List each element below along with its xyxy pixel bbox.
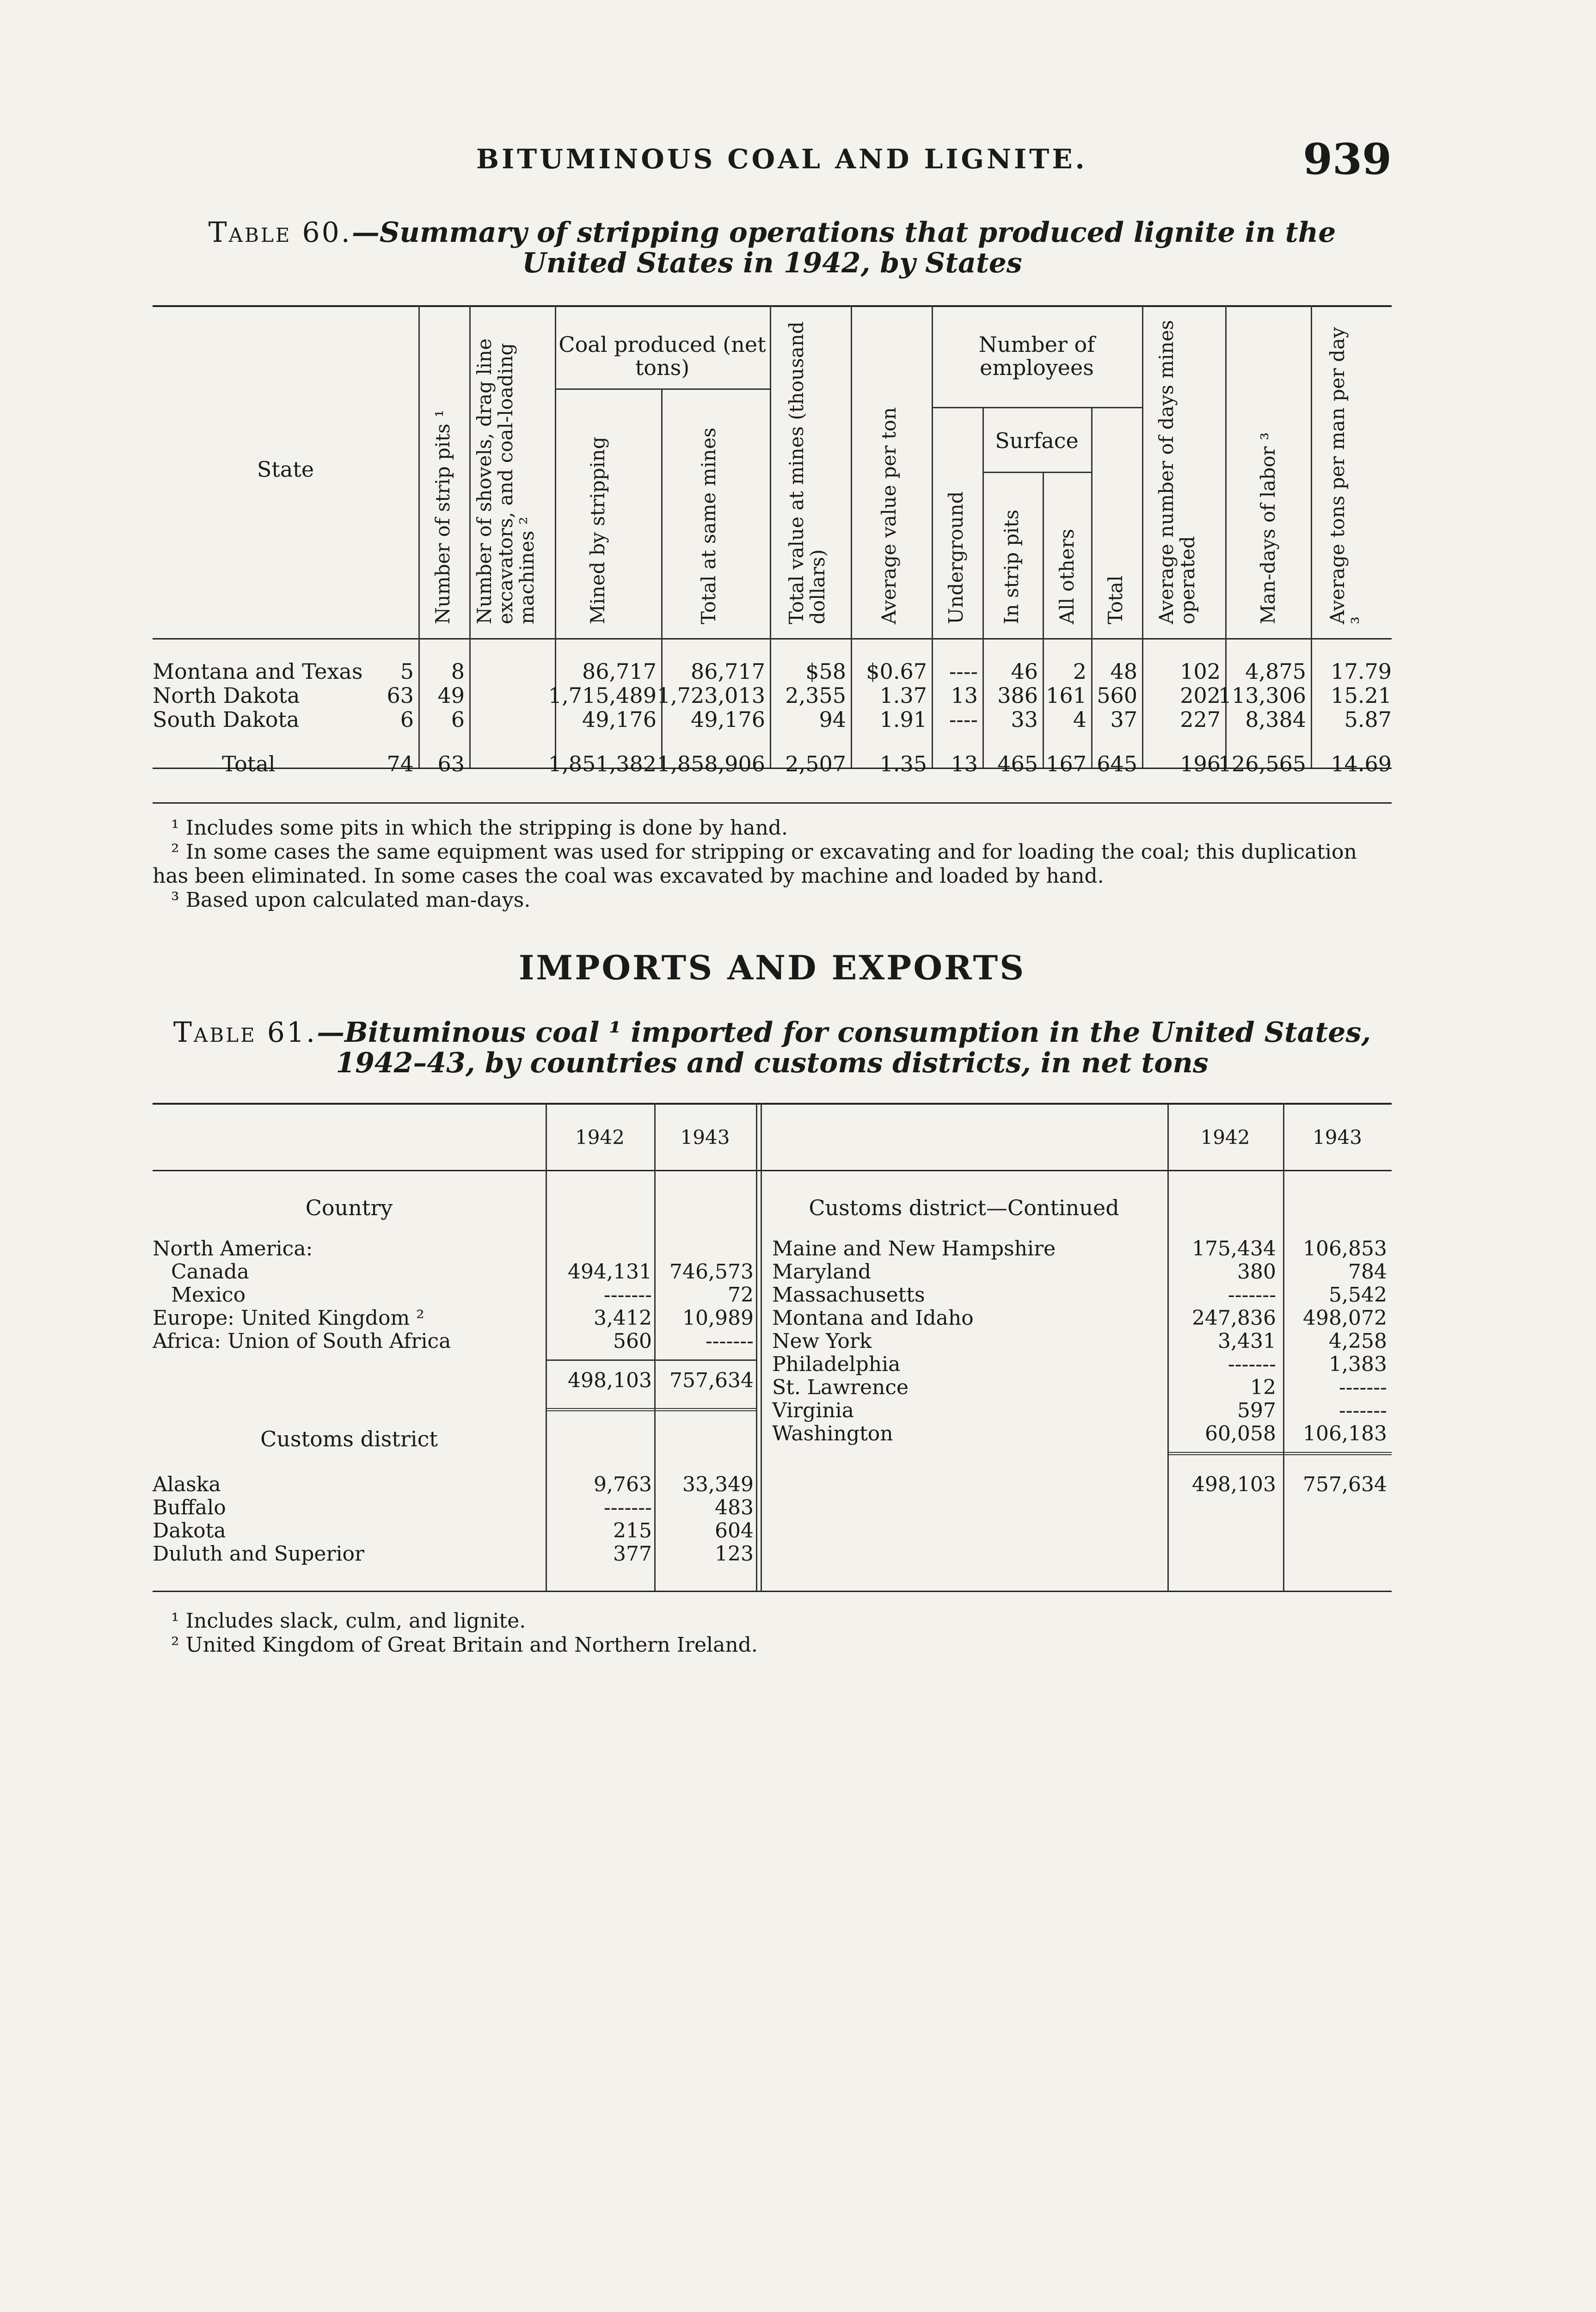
table-row: Mexico ------- 72: [171, 1283, 754, 1307]
col-head-1943-right: 1943: [1313, 1126, 1362, 1149]
page-number: 939: [1302, 134, 1392, 184]
table-row: Massachusetts ------- 5,542: [772, 1283, 1387, 1307]
customs-subhead: Customs district: [260, 1427, 438, 1451]
col-head-1942-right: 1942: [1200, 1126, 1250, 1149]
col-head-avg-days: Average number of days mines operated: [1155, 320, 1199, 624]
country-total-row: 498,103 757,634: [568, 1369, 754, 1392]
col-head-1942-left: 1942: [575, 1126, 625, 1149]
col-head-avg-tons: Average tons per man per day ³: [1326, 327, 1370, 624]
table-row: Africa: Union of South Africa 560 -------: [153, 1329, 754, 1353]
col-head-1943-left: 1943: [680, 1126, 730, 1149]
col-head-man-days: Man-days of labor ³: [1257, 432, 1279, 624]
table-61-footnotes: [153, 1609, 1392, 1657]
running-head: [153, 134, 1392, 185]
col-head-total-same-mines: Total at same mines: [697, 427, 720, 624]
table-row: North Dakota 63 49 1,715,489 1,723,013 2,355 1.37 13 386 161 560 202 113,306 15.21: [153, 683, 1392, 708]
table-row: Philadelphia ------- 1,383: [772, 1353, 1387, 1376]
col-head-coal-produced: Coal produced (net tons): [559, 332, 766, 380]
table-row: Buffalo ------- 483: [153, 1496, 754, 1519]
table-row: Montana and Idaho 247,836 498,072: [772, 1306, 1387, 1330]
table-row: Canada 494,131 746,573: [171, 1260, 754, 1284]
table-row: Montana and Texas 5 8 86,717 86,717 $58 $0.67 ---- 46 2 48 102 4,875 17.79: [153, 659, 1392, 684]
table-row: South Dakota 6 6 49,176 49,176 94 1.91 ---- 33 4 37 227 8,384 5.87: [153, 707, 1392, 732]
table-61-title: —Bituminous coal ¹ imported for consumption in the United States, 1942–43, by countries and customs districts, in net tons: [317, 1016, 1371, 1079]
col-head-surface: Surface: [995, 428, 1079, 453]
customs-continued-subhead: Customs district—Continued: [809, 1195, 1119, 1220]
section-title: IMPORTS AND EXPORTS: [518, 948, 1026, 987]
col-head-state: State: [257, 457, 314, 482]
table-row: Maryland 380 784: [772, 1260, 1387, 1284]
table-total-row: Total 74 63 1,851,382 1,858,906 2,507 1.35 13 465 167 645 196 126,565 14.69: [222, 751, 1392, 776]
customs-total-row: 498,103 757,634: [1192, 1473, 1387, 1496]
col-head-underground: Underground: [945, 491, 967, 624]
table-61-caption: [153, 1017, 1392, 1078]
table-row: Maine and New Hampshire 175,434 106,853: [772, 1237, 1387, 1261]
table-row: St. Lawrence 12 -------: [772, 1376, 1387, 1399]
col-head-employees: Number of employees: [978, 332, 1095, 380]
col-head-mined-by-stripping: Mined by stripping: [586, 437, 609, 624]
table-60-title: —Summary of stripping operations that produced lignite in the United States in 1942, by States: [351, 216, 1336, 279]
col-head-avg-value: Average value per ton: [878, 407, 900, 624]
table-row: Dakota 215 604: [153, 1519, 754, 1543]
footnote: ¹ Includes some pits in which the stripping is done by hand.: [171, 816, 788, 840]
table-row: Duluth and Superior 377 123: [153, 1542, 754, 1566]
footnote: ³ Based upon calculated man-days.: [171, 888, 531, 912]
col-head-total-value: Total value at mines (thousand dollars): [785, 321, 829, 624]
footnote: ² United Kingdom of Great Britain and Northern Ireland.: [171, 1633, 758, 1657]
col-head-all-others: All others: [1056, 529, 1078, 624]
table-60-label: Table 60.: [208, 216, 352, 249]
country-subhead: Country: [305, 1195, 393, 1220]
col-head-strip-pits: Number of strip pits ¹: [431, 409, 454, 624]
table-row: North America:: [153, 1237, 313, 1261]
footnote: ² In some cases the same equipment was used for stripping or excavating and for loading the coal; this duplication has been eliminated. In some cases the coal was excavated by machine and loaded by hand.: [153, 840, 1357, 888]
table-row: Alaska 9,763 33,349: [153, 1473, 754, 1496]
running-head-title: BITUMINOUS COAL AND LIGNITE.: [476, 143, 1087, 175]
table-row: Washington 60,058 106,183: [772, 1422, 1387, 1445]
col-head-in-strip-pits: In strip pits: [1000, 510, 1023, 624]
col-head-shovels: Number of shovels, drag line excavators, and coal-loading machines ²: [473, 338, 538, 624]
table-60-footnotes: [153, 816, 1392, 912]
table-row: Europe: United Kingdom ² 3,412 10,989: [153, 1306, 754, 1330]
table-61-label: Table 61.: [173, 1016, 317, 1049]
footnote: ¹ Includes slack, culm, and lignite.: [171, 1609, 526, 1633]
table-row: New York 3,431 4,258: [772, 1329, 1387, 1353]
table-60-caption: [153, 217, 1392, 278]
table-row: Virginia 597 -------: [772, 1399, 1387, 1422]
col-head-total-employees: Total: [1104, 575, 1127, 624]
